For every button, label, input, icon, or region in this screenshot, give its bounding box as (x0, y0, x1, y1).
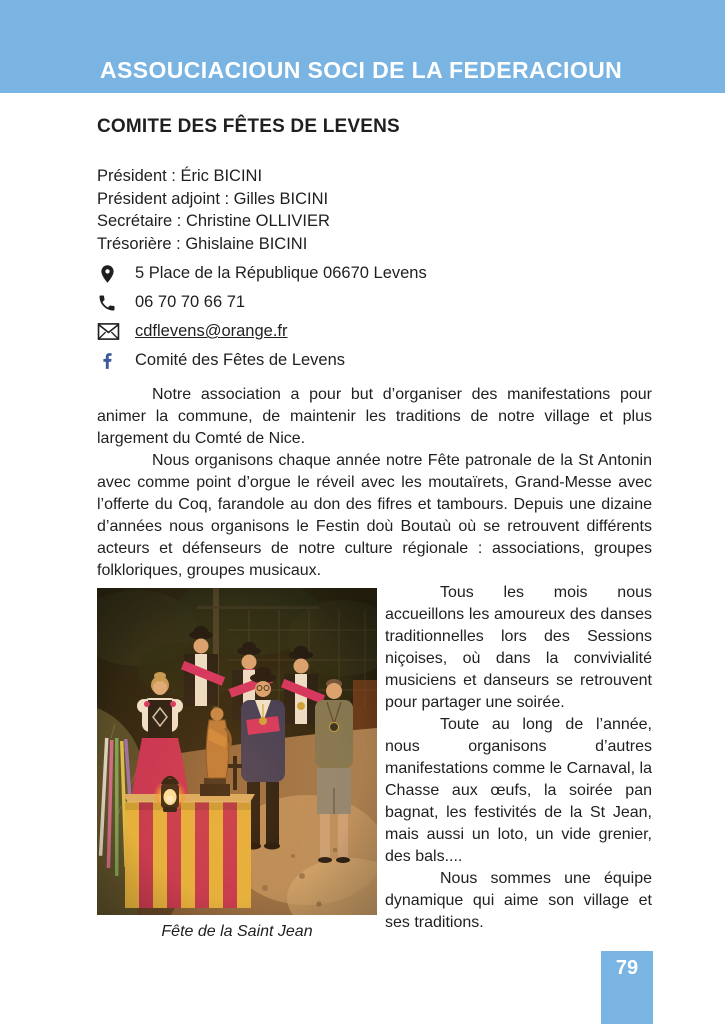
contact-row-email (97, 317, 652, 346)
paragraph-1: Notre association a pour but d’organiser des manifestations pour animer la commune, de maintenir les traditions de notre village et plus largement du Comté de Nice. (97, 386, 652, 447)
contact-row-address (97, 259, 652, 288)
facebook-icon (97, 350, 135, 372)
phone-text: 06 70 70 66 71 (135, 293, 246, 311)
officers-list (97, 165, 652, 255)
paragraph-4: Toute au long de l’année, nous organisons d’autres manifestations comme le Carnaval, la Chasse aux œufs, la soirée pan bagnat, les festivités de la St Jean, mais aussi un loto, un vide grenier, des bals.... (385, 716, 652, 865)
page-title: COMITE DES FÊTES DE LEVENS (97, 116, 400, 137)
location-pin-icon (97, 262, 135, 286)
photo-fete-saint-jean (97, 588, 377, 915)
contact-row-facebook (97, 346, 652, 375)
email-link[interactable]: cdflevens@orange.fr (135, 322, 288, 340)
header-band (0, 0, 725, 93)
officer-line-tresoriere: Trésorière : Ghislaine BICINI (97, 234, 308, 253)
officer-line-president: Président : Éric BICINI (97, 167, 263, 185)
officer-line-secretaire: Secrétaire : Christine OLLIVIER (97, 212, 330, 230)
envelope-icon (97, 322, 135, 341)
page-number: 79 (615, 957, 639, 979)
address-text: 5 Place de la République 06670 Levens (135, 264, 427, 282)
paragraph-5: Nous sommes une équipe dynamique qui aime son village et ses traditions. (385, 870, 652, 931)
article-body (97, 384, 652, 941)
paragraph-2: Nous organisons chaque année notre Fête patronale de la St Antonin avec comme point d’orgue le réveil avec les moutaïrets, Grand-Messe avec l’offerte du Coq, farandole au don des fifres et tambours. Depuis une dizaine d’années nous organisons le Festin doù Boutaù où se retrouvent différents acteurs et défenseurs de notre culture régionale : associations, groupes folkloriques, groupes musicaux. (97, 452, 652, 579)
phone-icon (97, 293, 135, 313)
photo-figure (97, 588, 377, 941)
header-title: ASSOUCIACIOUN SOCI DE LA FEDERACIOUN (100, 57, 623, 83)
paragraph-3: Tous les mois nous accueillons les amoureux des danses traditionnelles lors des Sessions niçoises, où dans la convivialité musiciens et danseurs se retrouvent pour partager une soirée. (385, 584, 652, 711)
page-number-box (601, 951, 653, 1024)
content-column (97, 93, 652, 941)
officer-line-president-adjoint: Président adjoint : Gilles BICINI (97, 189, 329, 208)
contact-list (97, 259, 652, 375)
contact-row-phone (97, 288, 652, 317)
photo-caption: Fête de la Saint Jean (161, 923, 313, 940)
facebook-text: Comité des Fêtes de Levens (135, 351, 346, 369)
